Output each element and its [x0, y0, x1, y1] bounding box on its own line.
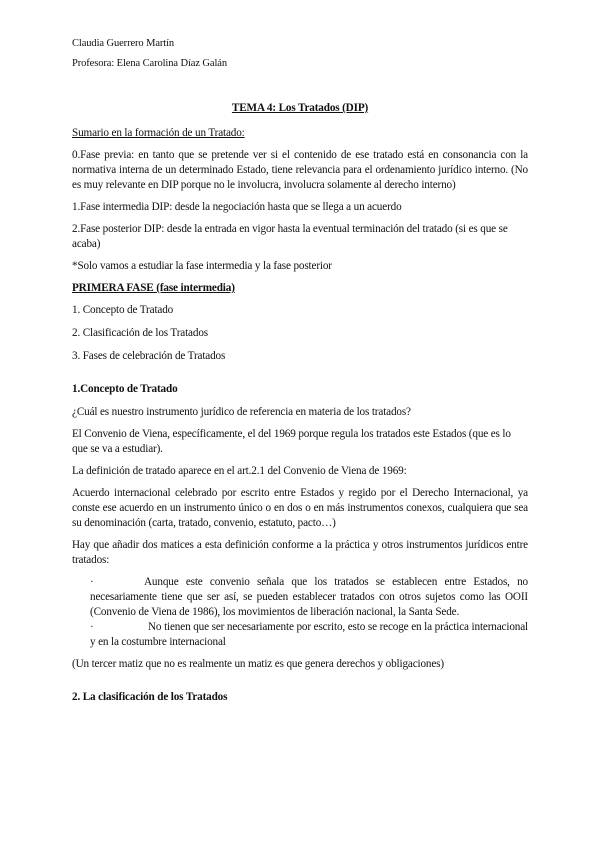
teacher-name: Profesora: Elena Carolina Díaz Galán [72, 58, 228, 69]
vienna-paragraph: El Convenio de Viena, específicamente, el del 1969 porque regula los tratados este Estados (que es lo que se va a estudiar). [72, 428, 511, 455]
phase2-paragraph: 2.Fase posterior DIP: desde la entrada en vigor hasta la eventual terminación del tratado (si es que se acaba) [72, 223, 508, 250]
note-paragraph: *Solo vamos a estudiar la fase intermedia y la fase posterior [72, 260, 332, 272]
third-nuance-paragraph: (Un tercer matiz que no es realmente un matiz es que genera derechos y obligaciones) [72, 658, 444, 670]
definition-intro: La definición de tratado aparece en el art.2.1 del Convenio de Viena de 1969: [72, 465, 407, 477]
list-item: 2. Clasificación de los Tratados [72, 327, 208, 339]
section1-heading: 1.Concepto de Tratado [72, 383, 178, 395]
bullet-symbol: · [90, 576, 94, 588]
question-paragraph: ¿Cuál es nuestro instrumento jurídico de referencia en materia de los tratados? [72, 406, 411, 418]
document-title: TEMA 4: Los Tratados (DIP) [231, 102, 369, 114]
list-item [90, 620, 528, 650]
nuances-intro: Hay que añadir dos matices a esta definición conforme a la práctica y otros instrumentos jurídicos entre tratados: [72, 539, 528, 566]
phase1-paragraph: 1.Fase intermedia DIP: desde la negociación hasta que se llega a un acuerdo [72, 201, 402, 213]
section2-heading: 2. La clasificación de los Tratados [72, 691, 228, 703]
nuances-list [90, 575, 528, 650]
list-item: 3. Fases de celebración de Tratados [72, 350, 226, 362]
author-name: Claudia Guerrero Martín [72, 38, 175, 49]
definition-paragraph: Acuerdo internacional celebrado por escrito entre Estados y regido por el Derecho Internacional, ya conste ese acuerdo en un instrumento único o en dos o en más instrumentos conexos, cualquiera que sea su denominación (carta, tratado, convenio, estatuto, pacto…) [72, 487, 528, 529]
phase0-paragraph: 0.Fase previa: en tanto que se pretende ver si el contenido de ese tratado está en consonancia con la normativa interna de un determinado Estado, tiene relevancia para el ordenamiento jurídico interno. (No es muy relevante en DIP porque no le involucra, involucra solamente al derecho interno) [72, 149, 528, 191]
list-item [90, 575, 528, 620]
document-body [72, 101, 528, 713]
bullet-text: No tienen que ser necesariamente por escrito, esto se recoge en la práctica internacional y en la costumbre internacional [90, 621, 528, 648]
bullet-text: Aunque este convenio señala que los tratados se establecen entre Estados, no necesariamente tiene que ser así, se pueden establecer tratados con otros sujetos como las OOII (Convenio de Viena de 1986), los movimientos de liberación nacional, la Santa Sede. [90, 576, 528, 618]
first-phase-heading: PRIMERA FASE (fase intermedia) [72, 282, 235, 294]
bullet-symbol: · [90, 621, 94, 633]
summary-heading: Sumario en la formación de un Tratado: [72, 127, 245, 139]
list-item: 1. Concepto de Tratado [72, 304, 174, 316]
